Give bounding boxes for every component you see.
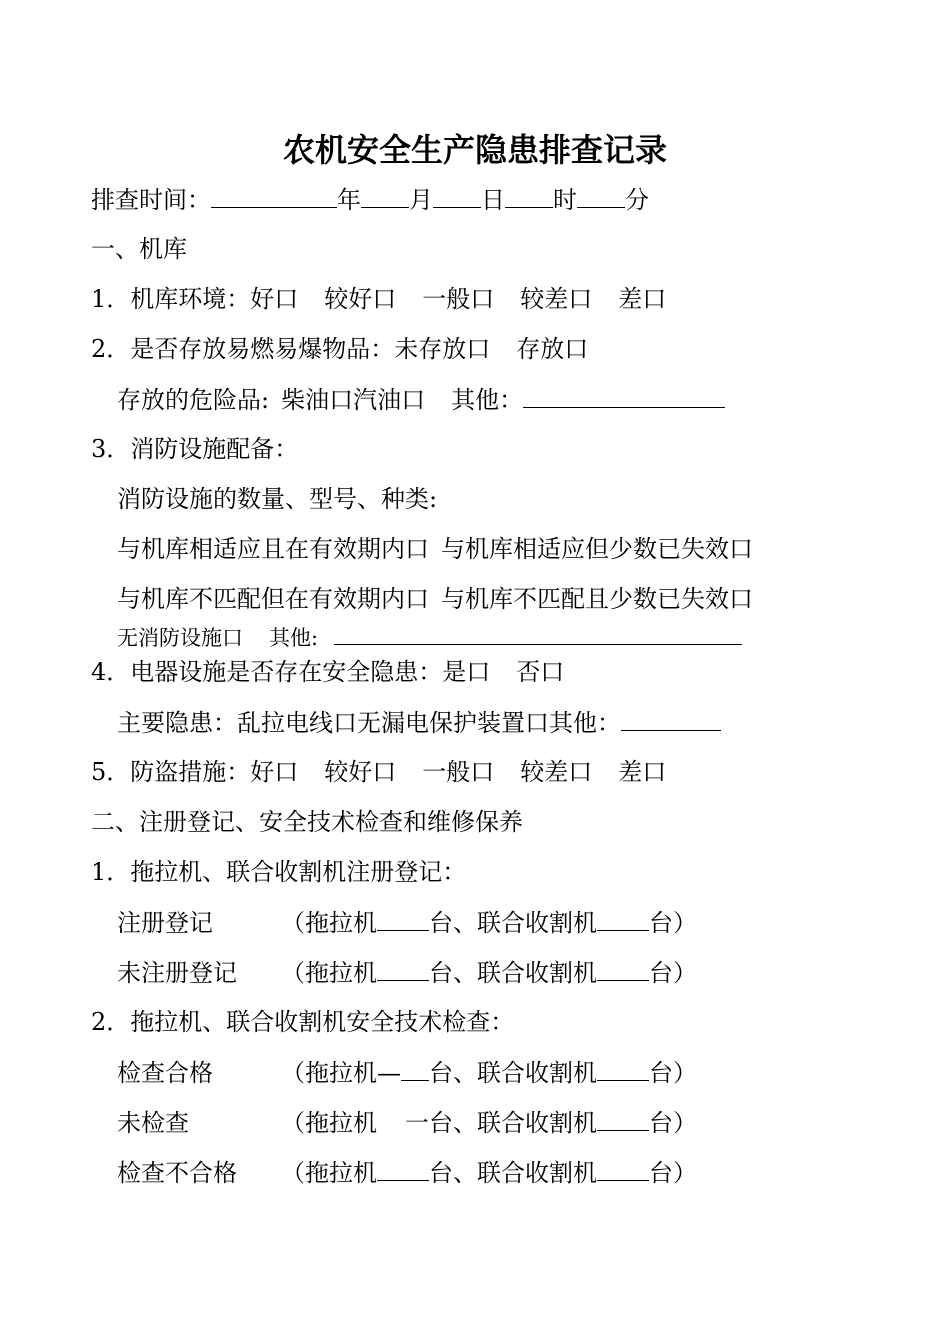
q3-option-fit-some-expired[interactable]: 与机库相适应但少数已失效口	[441, 535, 753, 563]
q1-label: 1．机库环境：	[91, 285, 251, 313]
month-label: 月	[409, 186, 433, 214]
unit-close: 台）	[649, 909, 697, 937]
q5-option-fairly-good[interactable]: 较好口	[324, 758, 397, 786]
inspection-time-row	[91, 183, 649, 216]
q2-other-blank[interactable]	[523, 383, 725, 408]
q3-option-unfit-some-expired[interactable]: 与机库不匹配且少数已失效口	[441, 585, 753, 613]
q2-flammable-storage	[91, 333, 588, 365]
tractor-label: （拖拉机	[281, 959, 377, 987]
unit-close: 台）	[649, 1059, 697, 1087]
year-label: 年	[337, 186, 361, 214]
time-label: 排查时间：	[91, 186, 211, 214]
day-blank[interactable]	[433, 183, 481, 208]
q3-fire-equipment-label: 3．消防设施配备：	[91, 435, 299, 463]
section-2-heading: 二、注册登记、安全技术检查和维修保养	[91, 808, 523, 836]
q5-option-good[interactable]: 好口	[250, 758, 299, 786]
q3-option-fit-valid[interactable]: 与机库相适应且在有效期内口	[117, 535, 429, 563]
q2-hazard-label: 存放的危险品:	[117, 386, 270, 414]
tractor-count-blank[interactable]	[377, 956, 429, 981]
harvester-count-blank[interactable]	[597, 1156, 649, 1181]
row-name: 检查不合格	[117, 1159, 237, 1187]
tractor-count-blank[interactable]	[401, 1056, 429, 1081]
tractor-count-blank[interactable]	[377, 906, 429, 931]
q5-option-fairly-poor[interactable]: 较差口	[520, 758, 593, 786]
row-name: 未检查	[117, 1109, 189, 1137]
q2-other-label: 其他：	[451, 386, 524, 414]
q3-option-unfit-valid[interactable]: 与机库不匹配但在有效期内口	[117, 585, 429, 613]
row-name: 检查合格	[117, 1059, 213, 1087]
harvester-label: 台、联合收割机	[429, 1159, 597, 1187]
hour-label: 时	[553, 186, 577, 214]
page-title: 农机安全生产隐患排查记录	[282, 131, 667, 169]
harvester-count-blank[interactable]	[597, 1056, 649, 1081]
q3-row-1	[117, 533, 753, 565]
q1-option-fairly-poor[interactable]: 较差口	[520, 285, 593, 313]
year-blank[interactable]	[211, 183, 337, 208]
harvester-count-blank[interactable]	[597, 1106, 649, 1131]
section-1-heading: 一、机库	[91, 235, 187, 263]
q3-description: 消防设施的数量、型号、种类:	[117, 485, 438, 513]
q2-option-not-stored[interactable]: 未存放口	[394, 335, 491, 363]
registration-row-unregistered	[117, 956, 697, 989]
q5-option-poor[interactable]: 差口	[618, 758, 667, 786]
q3-row-3	[117, 620, 742, 654]
harvester-label: 台、联合收割机	[429, 959, 597, 987]
harvester-label: 台、联合收割机	[429, 909, 597, 937]
q4-other-blank[interactable]	[621, 706, 721, 731]
month-blank[interactable]	[361, 183, 409, 208]
registration-row-registered	[117, 906, 697, 939]
q4-option-yes[interactable]: 是口	[442, 658, 491, 686]
q1-garage-environment	[91, 283, 666, 315]
q4-electrical	[91, 656, 564, 688]
q2-hazard-row	[117, 383, 725, 416]
inspection-row-failed	[117, 1156, 697, 1189]
q5-option-average[interactable]: 一般口	[422, 758, 495, 786]
s2-q1-label: 1．拖拉机、联合收割机注册登记：	[91, 858, 467, 886]
s2-q2-label: 2．拖拉机、联合收割机安全技术检查：	[91, 1008, 515, 1036]
tractor-label: （拖拉机	[281, 909, 377, 937]
unit-close: 台）	[649, 1159, 697, 1187]
harvester-label: 台、联合收割机	[429, 1059, 597, 1087]
q1-option-poor[interactable]: 差口	[618, 285, 667, 313]
hour-blank[interactable]	[505, 183, 553, 208]
q3-row-2	[117, 583, 753, 615]
harvester-count-blank[interactable]	[597, 956, 649, 981]
day-label: 日	[481, 186, 505, 214]
q5-label: 5．防盗措施：	[91, 758, 251, 786]
row-name: 注册登记	[117, 909, 213, 937]
q5-anti-theft	[91, 756, 666, 788]
q4-hazards-text[interactable]: 主要隐患：乱拉电线口无漏电保护装置口其他：	[117, 709, 621, 737]
q2-hazard-options[interactable]: 柴油口汽油口	[281, 386, 426, 414]
tractor-label: （拖拉机—	[281, 1059, 401, 1087]
q4-hazards-row	[117, 706, 721, 739]
inspection-row-passed	[117, 1056, 697, 1089]
row-name: 未注册登记	[117, 959, 237, 987]
tractor-count-blank[interactable]	[377, 1156, 429, 1181]
q1-option-good[interactable]: 好口	[250, 285, 299, 313]
tractor-label: （拖拉机	[281, 1109, 377, 1137]
unit-close: 台）	[649, 959, 697, 987]
tractor-label: （拖拉机	[281, 1159, 377, 1187]
q2-label: 2．是否存放易燃易爆物品：	[91, 335, 395, 363]
minute-label: 分	[625, 186, 649, 214]
inspection-row-not-inspected	[117, 1106, 697, 1139]
q3-other-blank[interactable]	[334, 620, 742, 645]
q1-option-average[interactable]: 一般口	[422, 285, 495, 313]
harvester-label: 一台、联合收割机	[405, 1109, 597, 1137]
q4-label: 4．电器设施是否存在安全隐患：	[91, 658, 443, 686]
harvester-count-blank[interactable]	[597, 906, 649, 931]
q3-other-label: 其他:	[269, 626, 319, 650]
q3-option-none[interactable]: 无消防设施口	[117, 626, 243, 650]
q4-option-no[interactable]: 否口	[516, 658, 565, 686]
unit-close: 台）	[649, 1109, 697, 1137]
q1-option-fairly-good[interactable]: 较好口	[324, 285, 397, 313]
q2-option-stored[interactable]: 存放口	[516, 335, 589, 363]
minute-blank[interactable]	[577, 183, 625, 208]
